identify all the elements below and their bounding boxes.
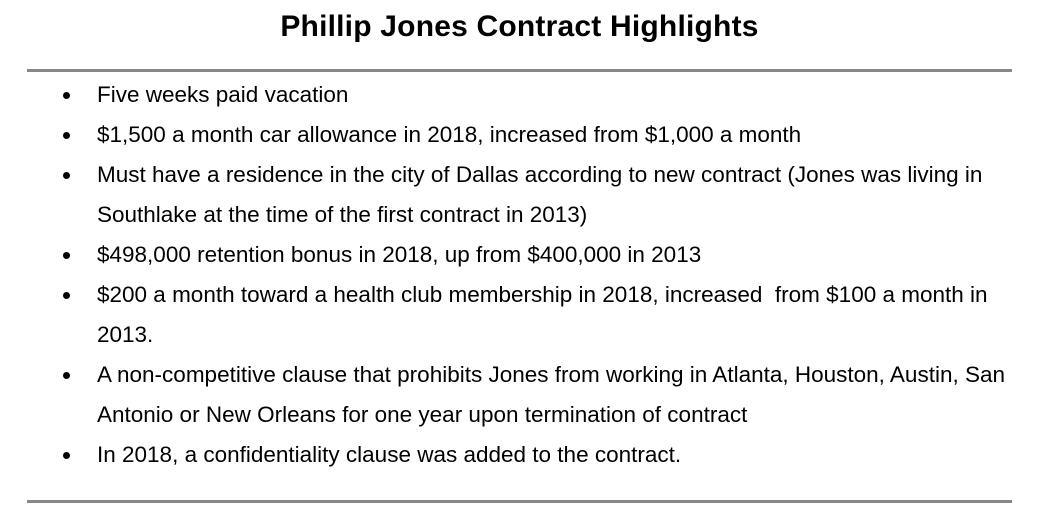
list-item-text: $1,500 a month car allowance in 2018, increased from $1,000 a month <box>97 122 802 147</box>
bullet-icon <box>63 252 70 259</box>
list-item-text: $498,000 retention bonus in 2018, up from $400,000 in 2013 <box>97 242 702 267</box>
bullet-icon <box>63 452 70 459</box>
top-divider <box>27 69 1012 72</box>
list-item <box>27 115 1012 155</box>
list-item-text: In 2018, a confidentiality clause was added to the contract. <box>97 442 682 467</box>
bullet-icon <box>63 292 70 299</box>
list-item <box>27 75 1012 115</box>
bottom-divider <box>27 500 1012 503</box>
list-item-text: A non-competitive clause that prohibits Jones from working in Atlanta, Houston, Austin, San Antonio or New Orleans for one year upon termination of contract <box>97 362 1011 427</box>
bullet-icon <box>63 132 70 139</box>
bullet-icon <box>63 92 70 99</box>
list-item <box>27 355 1012 435</box>
list-item-text: $200 a month toward a health club membership in 2018, increased from $100 a month in 2013. <box>97 282 994 347</box>
list-item <box>27 235 1012 275</box>
list-item-text: Must have a residence in the city of Dallas according to new contract (Jones was living in Southlake at the time of the first contract in 2013) <box>97 162 989 227</box>
bullet-icon <box>63 372 70 379</box>
list-item <box>27 275 1012 355</box>
page-title: Phillip Jones Contract Highlights <box>280 10 759 43</box>
list-item-text: Five weeks paid vacation <box>97 82 349 107</box>
list-item <box>27 435 1012 475</box>
bullet-icon <box>63 172 70 179</box>
highlights-list <box>27 75 1012 475</box>
list-item <box>27 155 1012 235</box>
